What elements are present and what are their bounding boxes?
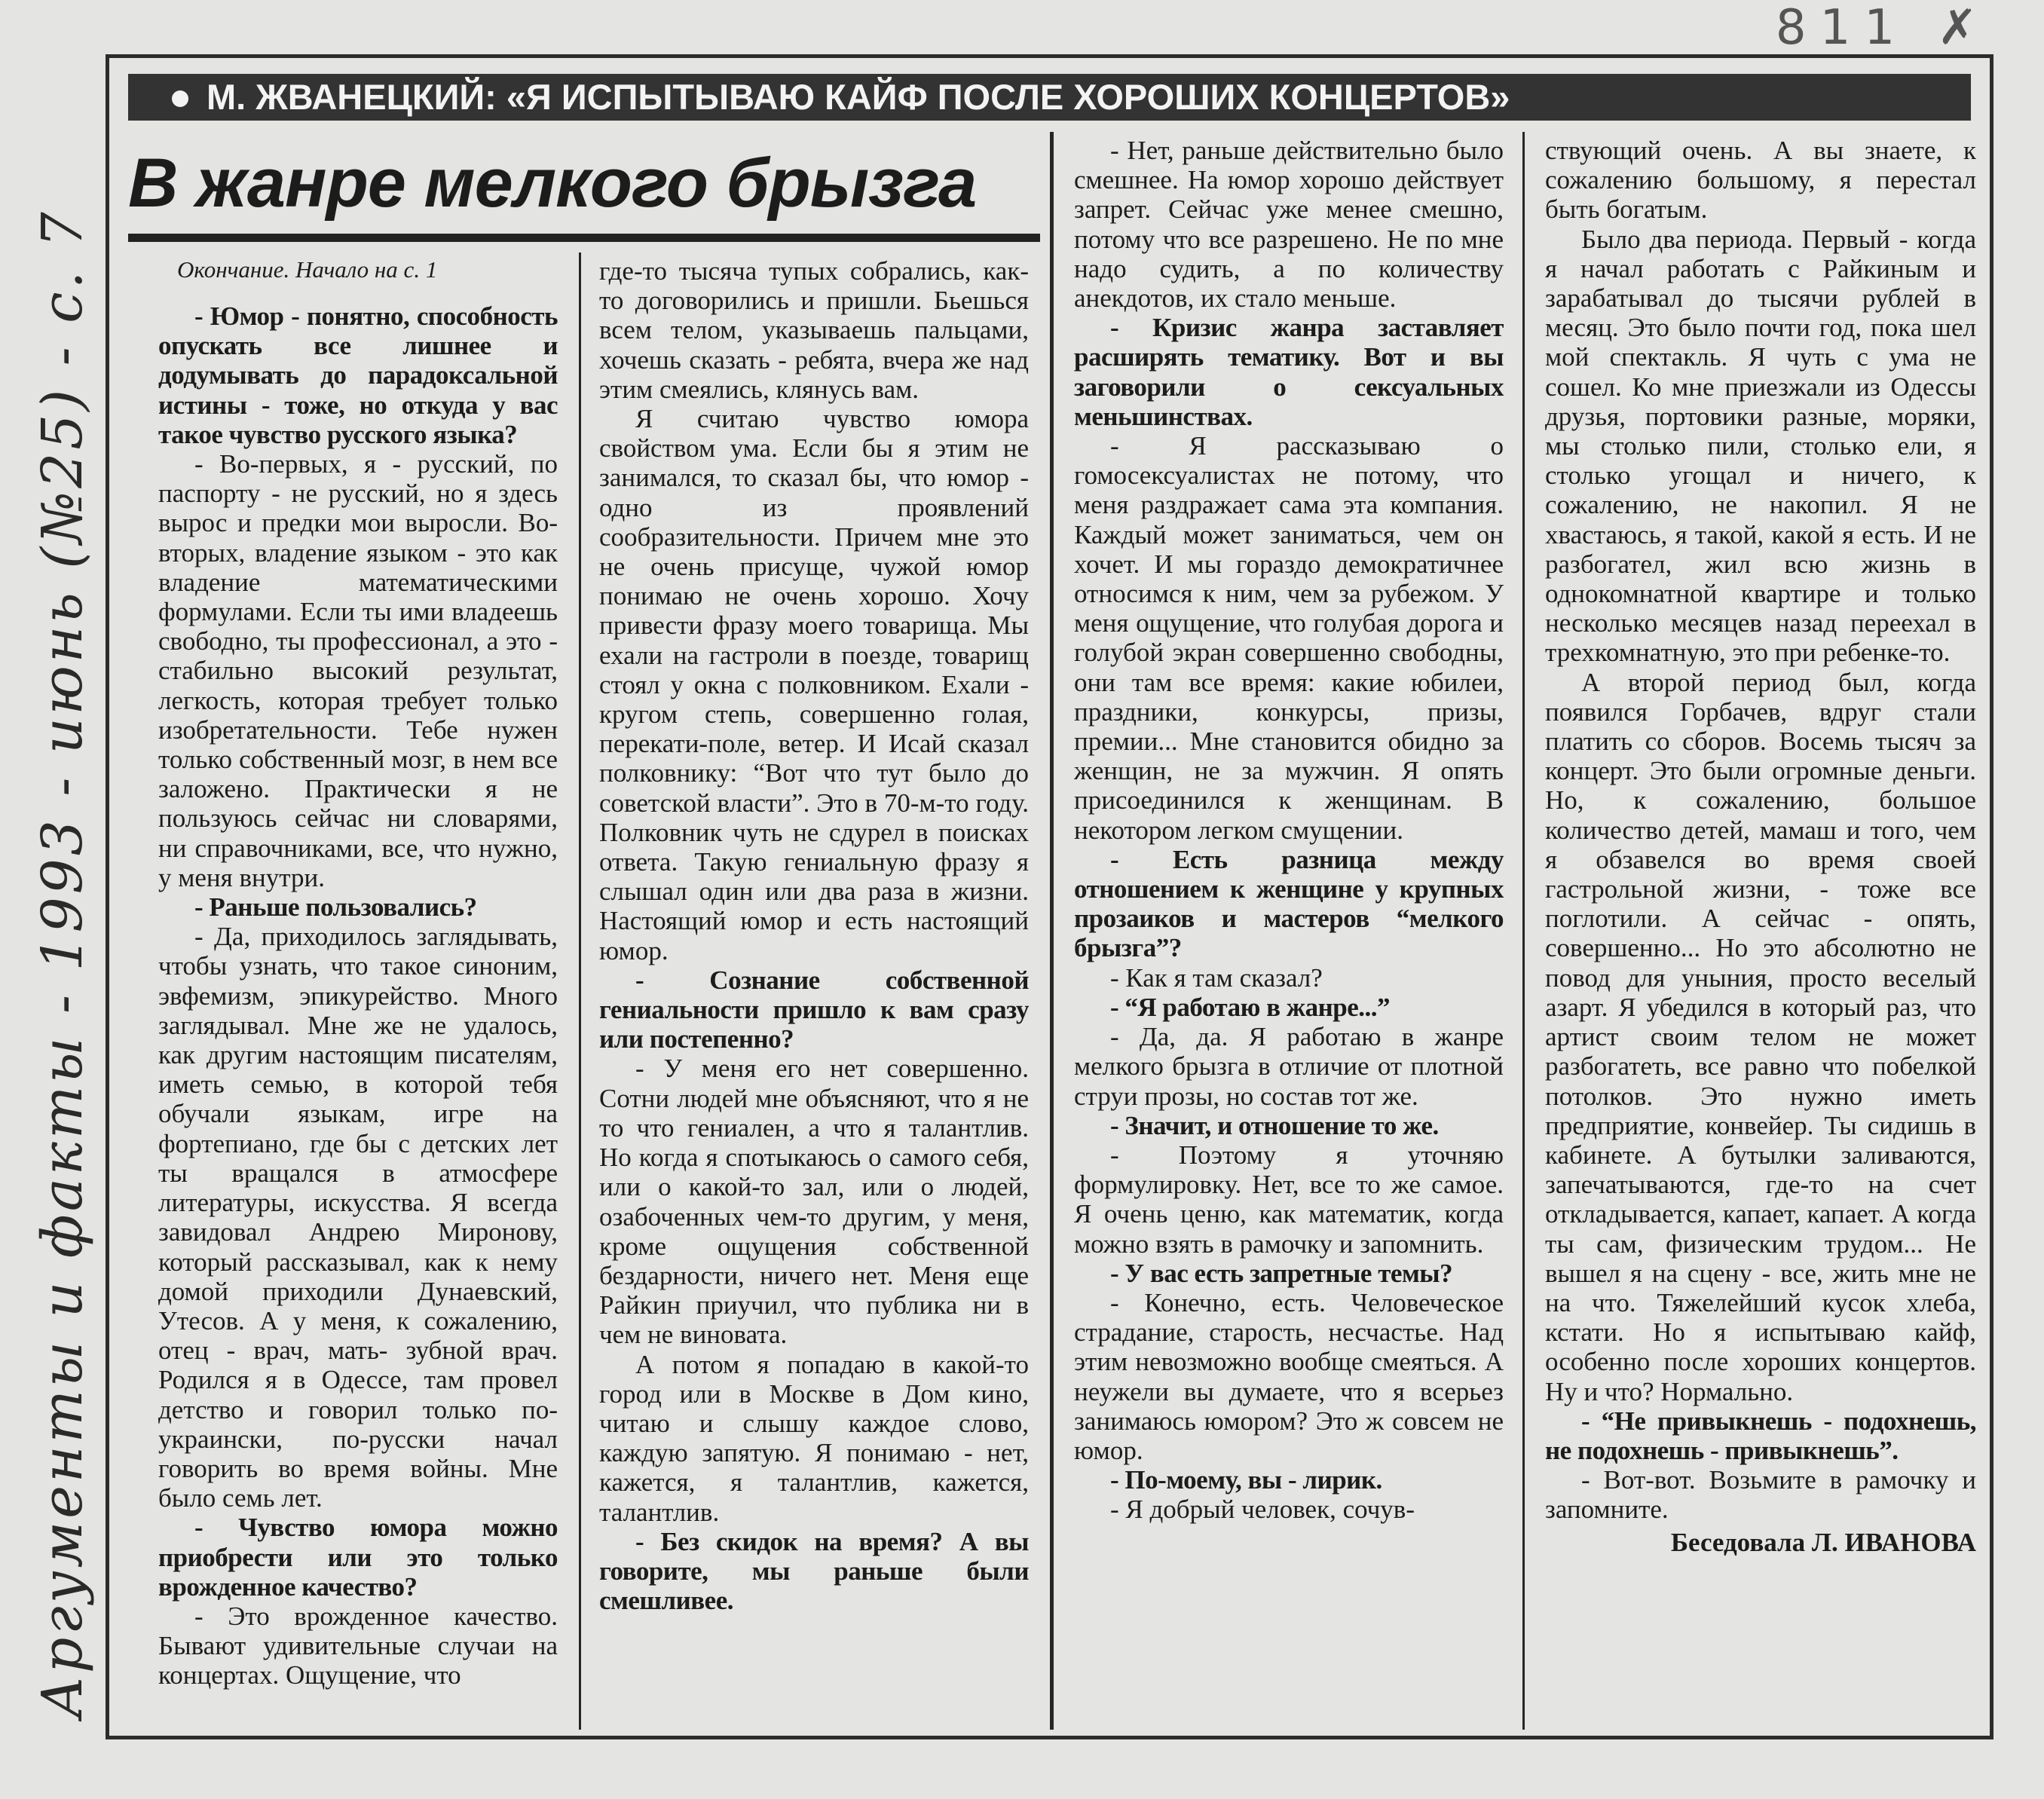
article-headline: В жанре мелкого брызга bbox=[128, 142, 1040, 242]
interview-answer: - Да, приходилось заглядывать, чтобы узнать, что такое синоним, эвфемизм, эпикурейство. Много заглядывал. Мне же не удалось, как другим настоящим писателям, иметь семью, в которой тебя обучали языкам, игре на фортепиано, где бы с детских лет ты вращался в атмосфере литературы, искусства. Я всегда завидовал Андрею Миронову, который рассказывал, как к нему домой приходили Дунаевский, Утесов. А у меня, к сожалению, отец - врач, мать- зубной врач. Родился я в Одессе, там провел детство и говорил только по-украински, по-русски начал говорить во время войны. Мне было семь лет. bbox=[158, 922, 558, 1513]
interview-answer: - Как я там сказал? bbox=[1110, 962, 1323, 993]
interview-answer: А второй период был, когда появился Горбачев, вдруг стали платить со сборов. Восемь тысяч за концерт. Это были огромные деньги. Но, к сожалению, большое количество детей, мамаш и того, чем я обзавелся во время своей гастрольной жизни, - тоже все поглотили. А сейчас - опять, совершенно... Но это абсолютно не повод для уныния, просто веселый азарт. Я убедился в который раз, что артист своим телом не может разбогатеть, все равно что побелкой потолков. Это нужно иметь предприятие, конвейер. Ты сидишь в кабинете. А бутылки заливаются, запечатываются, где-то на счет откладывается, капает, капает. А когда ты сам, физическим трудом... Не вышел я на сцену - все, жить мне не на что. Тяжелейший кусок хлеба, кстати. Но я испытываю кайф, особенно после хороших концертов. Ну и что? Нормально. bbox=[1545, 667, 1976, 1406]
interview-answer: Я считаю чувство юмора свойством ума. Если бы я этим не занимался, то сказал бы, что юмор - одно из проявлений сообразительности. Причем мне это не очень присуще, чужой юмор понимаю не очень хорошо. Хочу привести фразу моего товарища. Мы ехали на гастроли в поезде, товарищ стоял у окна с полковником. Ехали - кругом степь, совершенно голая, перекати-поле, ветер. И Исай сказал полковнику: “Вот что тут было до советской власти”. Это в 70-м-то году. Полковник чуть не сдурел в поисках ответа. Такую гениальную фразу я слышал один или два раза в жизни. Настоящий юмор и есть настоящий юмор. bbox=[599, 404, 1029, 965]
interview-answer: - Нет, раньше действительно было смешнее. На юмор хорошо действует запрет. Сейчас уже менее смешно, потому что все разрешено. Не по мне надо судить, а по количеству анекдотов, их стало меньше. bbox=[1074, 136, 1504, 314]
text-column-4 bbox=[1545, 136, 1976, 1733]
interview-question: - Кризис жанра заставляет расширять тематику. Вот и вы заговорили о сексуальных меньшинствах. bbox=[1074, 313, 1504, 431]
interview-question: - Юмор - понятно, способность опускать все лишнее и додумывать до парадоксальной истины - тоже, но откуда у вас такое чувство русского языка? bbox=[158, 301, 558, 449]
interview-question: - Есть разница между отношением к женщине у крупных прозаиков и мастеров “мелкого брызга”? bbox=[1074, 844, 1504, 963]
text-column-2 bbox=[599, 256, 1029, 1733]
continuation-note: Окончание. Начало на с. 1 bbox=[177, 256, 438, 283]
text-column-1 bbox=[158, 301, 558, 1733]
interview-answer: - У меня его нет совершенно. Сотни людей мне объясняют, что я не то что гениален, а что я талантлив. Но когда я спотыкаюсь о самого себя, или о какой-то зал, или о людей, озабоченных чем-то другим, у меня, кроме ощущения собственной бездарности, ничего нет. Меня еще Райкин приучил, что публика ни в чем не виновата. bbox=[599, 1054, 1029, 1350]
interview-answer: - Поэтому я уточняю формулировку. Нет, все то же самое. Я очень ценю, как математик, когда можно взять в рамочку и запомнить. bbox=[1074, 1140, 1504, 1259]
interview-answer: - Конечно, есть. Человеческое страдание, старость, несчастье. Над этим невозможно вообще смеяться. А неужели вы думаете, что я всерьез занимаюсь юмором? Это ж совсем не юмор. bbox=[1074, 1287, 1504, 1465]
interview-answer: - Я добрый человек, сочув- bbox=[1110, 1495, 1415, 1525]
interview-answer: А потом я попадаю в какой-то город или в Москве в Дом кино, читаю и слышу каждое слово, каждую запятую. Я понимаю - нет, кажется, я талантлив, кажется, талантлив. bbox=[599, 1349, 1029, 1527]
interview-answer: Было два периода. Первый - когда я начал работать с Райкиным и зарабатывал до тысячи рублей в месяц. Это было почти год, пока шел мой спектакль. Я чуть с ума не сошел. Ко мне приезжали из Одессы друзья, портовики разные, моряки, мы столько пили, столько ели, я столько угощал и ничего, к сожалению, не накопил. Я не хвастаюсь, я такой, какой я есть. И не разбогател, жил всю жизнь в однокомнатной квартире и только несколько месяцев назад переехал в трехкомнатную, это при ребенке-то. bbox=[1545, 224, 1976, 668]
column-rule bbox=[1522, 132, 1525, 1730]
interview-question: - “Не привыкнешь - подохнешь, не подохнешь - привыкнешь”. bbox=[1545, 1406, 1976, 1465]
interview-question: - По-моему, вы - лирик. bbox=[1110, 1465, 1382, 1495]
article-banner bbox=[128, 74, 1971, 121]
interview-question: - Чувство юмора можно приобрести или это только врожденное качество? bbox=[158, 1513, 558, 1602]
interview-answer: - Во-первых, я - русский, по паспорту - не русский, но я здесь вырос и предки мои выросли. Во-вторых, владение языком - это как владение математическими формулами. Если ты ими владеешь свободно, ты профессионал, а это - стабильно высокий результат, легкость, которая требует только изобретательности. Тебе нужен только собственный мозг, в нем все заложено. Практически я не пользуюсь сейчас ни словарями, ни справочниками, все, что нужно, у меня внутри. bbox=[158, 449, 558, 892]
interview-answer: - Вот-вот. Возьмите в рамочку и запомните. bbox=[1545, 1465, 1976, 1525]
interview-question: - У вас есть запретные темы? bbox=[1110, 1258, 1453, 1288]
text-column-3 bbox=[1074, 136, 1504, 1733]
handwritten-source-note: Аргументы и факты - 1993 - июнь (№25) - с. 7 bbox=[30, 209, 95, 1718]
interview-question: - Раньше пользовались? bbox=[194, 892, 477, 922]
interview-question: - Без скидок на время? А вы говорите, мы раньше были смешливее. bbox=[599, 1526, 1029, 1616]
interview-answer: - Это врожденное качество. Бывают удивительные случаи на концертах. Ощущение, что bbox=[158, 1601, 558, 1690]
banner-text: М. ЖВАНЕЦКИЙ: «Я ИСПЫТЫВАЮ КАЙФ ПОСЛЕ ХОРОШИХ КОНЦЕРТОВ» bbox=[207, 77, 1510, 117]
author-signature: Беседовала Л. ИВАНОВА bbox=[1670, 1527, 1976, 1557]
bullet-icon bbox=[172, 90, 188, 107]
interview-answer: где-то тысяча тупых собрались, как-то договорились и пришли. Бьешься всем телом, указываешь пальцами, хочешь сказать - ребята, вчера же над этим смеялись, клянусь вам. bbox=[599, 256, 1029, 404]
interview-answer: ствующий очень. А вы знаете, к сожалению большому, я перестал быть богатым. bbox=[1545, 136, 1976, 225]
column-rule bbox=[1050, 132, 1054, 1730]
interview-answer: - Да, да. Я работаю в жанре мелкого брызга в отличие от плотной струи прозы, но состав тот же. bbox=[1074, 1022, 1504, 1111]
interview-answer: - Я рассказываю о гомосексуалистах не потому, что меня раздражает сама эта компания. Каждый может заниматься, чем он хочет. И мы гораздо демократичнее относимся к ним, чем за рубежом. У меня ощущение, что голубая дорога и голубой экран совершенно свободны, они там все время: какие юбилеи, праздники, конкурсы, призы, премии... Мне становится обидно за женщин, не за мужчин. Я опять присоединился к женщинам. В некотором легком смущении. bbox=[1074, 431, 1504, 845]
column-rule bbox=[579, 252, 581, 1730]
interview-question: - “Я работаю в жанре...” bbox=[1110, 992, 1391, 1022]
handwritten-page-mark: 811 ✗ bbox=[1775, 0, 1991, 56]
interview-question: - Сознание собственной гениальности пришло к вам сразу или постепенно? bbox=[599, 965, 1029, 1054]
interview-question: - Значит, и отношение то же. bbox=[1110, 1110, 1439, 1140]
